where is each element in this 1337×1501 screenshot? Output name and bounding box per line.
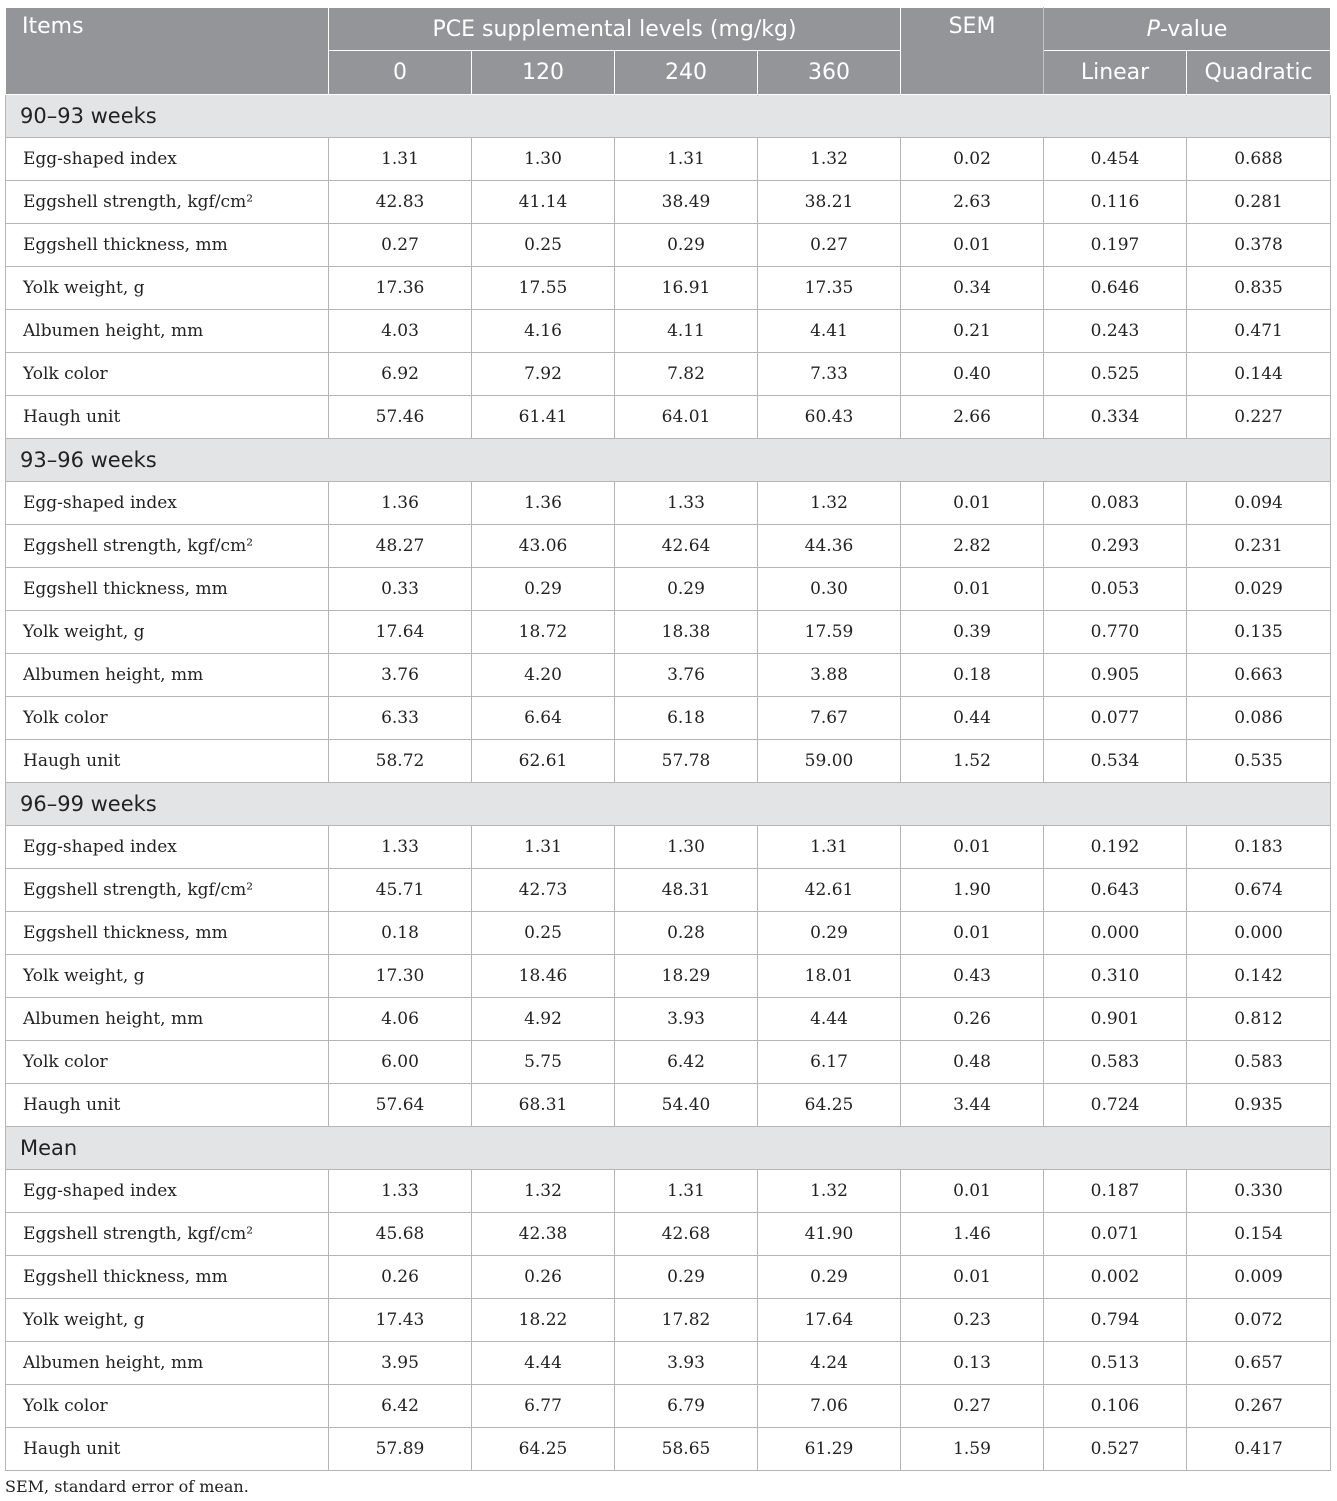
sem-cell: 2.82 [901, 525, 1044, 568]
p-linear-cell: 0.905 [1044, 654, 1187, 697]
p-quadratic-cell: 0.072 [1187, 1299, 1331, 1342]
level-240-cell: 54.40 [615, 1084, 758, 1127]
p-quadratic-cell: 0.231 [1187, 525, 1331, 568]
sem-cell: 0.34 [901, 267, 1044, 310]
sem-cell: 0.23 [901, 1299, 1044, 1342]
level-240-cell: 0.29 [615, 568, 758, 611]
p-quadratic-cell: 0.267 [1187, 1385, 1331, 1428]
level-240-cell: 17.82 [615, 1299, 758, 1342]
level-0-cell: 3.76 [329, 654, 472, 697]
table-row [6, 1299, 1331, 1342]
p-quadratic-cell: 0.812 [1187, 998, 1331, 1041]
level-240-cell: 42.64 [615, 525, 758, 568]
p-quadratic-cell: 0.378 [1187, 224, 1331, 267]
level-120-cell: 0.26 [472, 1256, 615, 1299]
p-linear-cell: 0.643 [1044, 869, 1187, 912]
level-240-cell: 6.18 [615, 697, 758, 740]
item-label-cell: Eggshell thickness, mm [6, 912, 329, 955]
p-quadratic-cell: 0.663 [1187, 654, 1331, 697]
header-p-suffix: -value [1159, 16, 1228, 42]
level-0-cell: 58.72 [329, 740, 472, 783]
level-360-cell: 3.88 [758, 654, 901, 697]
level-120-cell: 7.92 [472, 353, 615, 396]
level-120-cell: 43.06 [472, 525, 615, 568]
sem-cell: 1.59 [901, 1428, 1044, 1471]
table-row [6, 181, 1331, 224]
sem-cell: 1.52 [901, 740, 1044, 783]
table-body [6, 95, 1331, 1471]
table-row [6, 611, 1331, 654]
header-p-value [1044, 8, 1331, 51]
table-row [6, 267, 1331, 310]
level-120-cell: 1.36 [472, 482, 615, 525]
p-linear-cell: 0.901 [1044, 998, 1187, 1041]
level-120-cell: 62.61 [472, 740, 615, 783]
level-0-cell: 0.27 [329, 224, 472, 267]
level-360-cell: 6.17 [758, 1041, 901, 1084]
table-row [6, 1084, 1331, 1127]
level-240-cell: 3.76 [615, 654, 758, 697]
level-360-cell: 18.01 [758, 955, 901, 998]
level-240-cell: 1.31 [615, 138, 758, 181]
table-row [6, 1342, 1331, 1385]
item-label-cell: Albumen height, mm [6, 998, 329, 1041]
p-linear-cell: 0.310 [1044, 955, 1187, 998]
sem-cell: 0.13 [901, 1342, 1044, 1385]
p-quadratic-cell: 0.009 [1187, 1256, 1331, 1299]
p-linear-cell: 0.053 [1044, 568, 1187, 611]
table-row [6, 482, 1331, 525]
sem-cell: 0.01 [901, 1170, 1044, 1213]
level-120-cell: 0.25 [472, 224, 615, 267]
level-360-cell: 64.25 [758, 1084, 901, 1127]
p-quadratic-cell: 0.281 [1187, 181, 1331, 224]
p-linear-cell: 0.454 [1044, 138, 1187, 181]
p-quadratic-cell: 0.688 [1187, 138, 1331, 181]
item-label-cell: Albumen height, mm [6, 310, 329, 353]
sem-cell: 1.90 [901, 869, 1044, 912]
sem-cell: 0.44 [901, 697, 1044, 740]
table-row [6, 1170, 1331, 1213]
table-row [6, 138, 1331, 181]
level-120-cell: 42.73 [472, 869, 615, 912]
level-360-cell: 41.90 [758, 1213, 901, 1256]
header-quadratic: Quadratic [1187, 51, 1331, 95]
level-120-cell: 0.25 [472, 912, 615, 955]
table-row [6, 697, 1331, 740]
p-quadratic-cell: 0.471 [1187, 310, 1331, 353]
header-items: Items [6, 8, 329, 95]
level-360-cell: 4.44 [758, 998, 901, 1041]
table-row [6, 955, 1331, 998]
level-360-cell: 17.64 [758, 1299, 901, 1342]
table-header [6, 8, 1331, 95]
section-title: Mean [6, 1127, 1331, 1170]
level-240-cell: 6.79 [615, 1385, 758, 1428]
table-row [6, 1213, 1331, 1256]
item-label-cell: Yolk color [6, 1041, 329, 1084]
level-360-cell: 17.59 [758, 611, 901, 654]
p-quadratic-cell: 0.227 [1187, 396, 1331, 439]
level-360-cell: 0.27 [758, 224, 901, 267]
item-label-cell: Egg-shaped index [6, 826, 329, 869]
level-120-cell: 18.72 [472, 611, 615, 654]
table-footnote: SEM, standard error of mean. [5, 1477, 249, 1496]
level-360-cell: 60.43 [758, 396, 901, 439]
item-label-cell: Yolk weight, g [6, 955, 329, 998]
level-360-cell: 44.36 [758, 525, 901, 568]
egg-quality-table [5, 7, 1331, 1471]
p-quadratic-cell: 0.000 [1187, 912, 1331, 955]
level-0-cell: 1.33 [329, 1170, 472, 1213]
level-120-cell: 61.41 [472, 396, 615, 439]
level-0-cell: 45.71 [329, 869, 472, 912]
header-level-360: 360 [758, 51, 901, 95]
level-120-cell: 6.64 [472, 697, 615, 740]
level-240-cell: 18.29 [615, 955, 758, 998]
sem-cell: 0.48 [901, 1041, 1044, 1084]
table-row [6, 310, 1331, 353]
level-360-cell: 1.31 [758, 826, 901, 869]
level-240-cell: 0.29 [615, 1256, 758, 1299]
header-linear: Linear [1044, 51, 1187, 95]
p-quadratic-cell: 0.657 [1187, 1342, 1331, 1385]
item-label-cell: Haugh unit [6, 740, 329, 783]
level-0-cell: 0.33 [329, 568, 472, 611]
level-0-cell: 4.06 [329, 998, 472, 1041]
item-label-cell: Eggshell strength, kgf/cm² [6, 525, 329, 568]
level-240-cell: 1.31 [615, 1170, 758, 1213]
item-label-cell: Albumen height, mm [6, 654, 329, 697]
item-label-cell: Eggshell strength, kgf/cm² [6, 181, 329, 224]
p-quadratic-cell: 0.144 [1187, 353, 1331, 396]
p-quadratic-cell: 0.417 [1187, 1428, 1331, 1471]
sem-cell: 3.44 [901, 1084, 1044, 1127]
header-pce-levels: PCE supplemental levels (mg/kg) [329, 8, 901, 51]
level-240-cell: 3.93 [615, 998, 758, 1041]
level-240-cell: 7.82 [615, 353, 758, 396]
p-linear-cell: 0.077 [1044, 697, 1187, 740]
level-0-cell: 17.43 [329, 1299, 472, 1342]
p-linear-cell: 0.187 [1044, 1170, 1187, 1213]
item-label-cell: Eggshell thickness, mm [6, 224, 329, 267]
section-row [6, 95, 1331, 138]
sem-cell: 0.18 [901, 654, 1044, 697]
level-240-cell: 4.11 [615, 310, 758, 353]
level-240-cell: 38.49 [615, 181, 758, 224]
p-linear-cell: 0.116 [1044, 181, 1187, 224]
level-360-cell: 4.41 [758, 310, 901, 353]
item-label-cell: Eggshell strength, kgf/cm² [6, 869, 329, 912]
level-360-cell: 7.67 [758, 697, 901, 740]
p-linear-cell: 0.192 [1044, 826, 1187, 869]
p-linear-cell: 0.794 [1044, 1299, 1187, 1342]
sem-cell: 0.43 [901, 955, 1044, 998]
p-quadratic-cell: 0.086 [1187, 697, 1331, 740]
level-240-cell: 1.30 [615, 826, 758, 869]
table-row [6, 912, 1331, 955]
p-linear-cell: 0.527 [1044, 1428, 1187, 1471]
level-0-cell: 1.36 [329, 482, 472, 525]
item-label-cell: Yolk weight, g [6, 1299, 329, 1342]
level-120-cell: 68.31 [472, 1084, 615, 1127]
level-120-cell: 64.25 [472, 1428, 615, 1471]
level-120-cell: 4.16 [472, 310, 615, 353]
level-240-cell: 48.31 [615, 869, 758, 912]
table-row [6, 654, 1331, 697]
p-linear-cell: 0.083 [1044, 482, 1187, 525]
level-120-cell: 1.30 [472, 138, 615, 181]
p-linear-cell: 0.334 [1044, 396, 1187, 439]
level-240-cell: 0.29 [615, 224, 758, 267]
sem-cell: 0.26 [901, 998, 1044, 1041]
item-label-cell: Eggshell strength, kgf/cm² [6, 1213, 329, 1256]
table-row [6, 396, 1331, 439]
level-240-cell: 18.38 [615, 611, 758, 654]
table-row [6, 1041, 1331, 1084]
level-360-cell: 1.32 [758, 482, 901, 525]
sem-cell: 0.01 [901, 224, 1044, 267]
level-0-cell: 6.00 [329, 1041, 472, 1084]
level-240-cell: 58.65 [615, 1428, 758, 1471]
sem-cell: 0.01 [901, 482, 1044, 525]
level-360-cell: 1.32 [758, 138, 901, 181]
table-row [6, 1385, 1331, 1428]
section-title: 93–96 weeks [6, 439, 1331, 482]
table-row [6, 353, 1331, 396]
p-quadratic-cell: 0.583 [1187, 1041, 1331, 1084]
header-level-0: 0 [329, 51, 472, 95]
level-0-cell: 48.27 [329, 525, 472, 568]
level-0-cell: 6.33 [329, 697, 472, 740]
table-row [6, 525, 1331, 568]
level-360-cell: 4.24 [758, 1342, 901, 1385]
level-360-cell: 59.00 [758, 740, 901, 783]
level-120-cell: 17.55 [472, 267, 615, 310]
item-label-cell: Haugh unit [6, 396, 329, 439]
level-0-cell: 45.68 [329, 1213, 472, 1256]
table-row [6, 869, 1331, 912]
item-label-cell: Egg-shaped index [6, 482, 329, 525]
level-0-cell: 4.03 [329, 310, 472, 353]
p-quadratic-cell: 0.535 [1187, 740, 1331, 783]
level-240-cell: 42.68 [615, 1213, 758, 1256]
p-linear-cell: 0.770 [1044, 611, 1187, 654]
level-360-cell: 0.29 [758, 912, 901, 955]
level-0-cell: 17.36 [329, 267, 472, 310]
table-row [6, 998, 1331, 1041]
item-label-cell: Eggshell thickness, mm [6, 568, 329, 611]
level-120-cell: 4.92 [472, 998, 615, 1041]
header-level-240: 240 [615, 51, 758, 95]
level-0-cell: 0.18 [329, 912, 472, 955]
item-label-cell: Egg-shaped index [6, 1170, 329, 1213]
p-quadratic-cell: 0.835 [1187, 267, 1331, 310]
level-120-cell: 41.14 [472, 181, 615, 224]
p-linear-cell: 0.197 [1044, 224, 1187, 267]
sem-cell: 0.01 [901, 1256, 1044, 1299]
sem-cell: 1.46 [901, 1213, 1044, 1256]
sem-cell: 2.63 [901, 181, 1044, 224]
level-360-cell: 42.61 [758, 869, 901, 912]
p-linear-cell: 0.525 [1044, 353, 1187, 396]
p-quadratic-cell: 0.674 [1187, 869, 1331, 912]
item-label-cell: Yolk weight, g [6, 267, 329, 310]
level-360-cell: 61.29 [758, 1428, 901, 1471]
p-linear-cell: 0.534 [1044, 740, 1187, 783]
level-120-cell: 4.20 [472, 654, 615, 697]
egg-quality-table-container [5, 7, 1331, 1471]
p-quadratic-cell: 0.142 [1187, 955, 1331, 998]
p-linear-cell: 0.243 [1044, 310, 1187, 353]
level-0-cell: 0.26 [329, 1256, 472, 1299]
level-240-cell: 3.93 [615, 1342, 758, 1385]
p-linear-cell: 0.002 [1044, 1256, 1187, 1299]
header-level-120: 120 [472, 51, 615, 95]
section-row [6, 783, 1331, 826]
p-quadratic-cell: 0.135 [1187, 611, 1331, 654]
table-row [6, 568, 1331, 611]
sem-cell: 0.02 [901, 138, 1044, 181]
p-quadratic-cell: 0.094 [1187, 482, 1331, 525]
item-label-cell: Egg-shaped index [6, 138, 329, 181]
p-linear-cell: 0.106 [1044, 1385, 1187, 1428]
level-120-cell: 1.32 [472, 1170, 615, 1213]
level-0-cell: 57.89 [329, 1428, 472, 1471]
item-label-cell: Eggshell thickness, mm [6, 1256, 329, 1299]
header-p-letter: P [1146, 16, 1160, 42]
level-240-cell: 64.01 [615, 396, 758, 439]
sem-cell: 0.01 [901, 568, 1044, 611]
p-quadratic-cell: 0.935 [1187, 1084, 1331, 1127]
p-linear-cell: 0.071 [1044, 1213, 1187, 1256]
level-120-cell: 1.31 [472, 826, 615, 869]
level-240-cell: 1.33 [615, 482, 758, 525]
level-240-cell: 0.28 [615, 912, 758, 955]
level-360-cell: 1.32 [758, 1170, 901, 1213]
sem-cell: 2.66 [901, 396, 1044, 439]
level-0-cell: 57.64 [329, 1084, 472, 1127]
level-120-cell: 18.46 [472, 955, 615, 998]
level-360-cell: 7.06 [758, 1385, 901, 1428]
section-title: 96–99 weeks [6, 783, 1331, 826]
level-120-cell: 18.22 [472, 1299, 615, 1342]
level-0-cell: 17.30 [329, 955, 472, 998]
sem-cell: 0.01 [901, 912, 1044, 955]
table-row [6, 740, 1331, 783]
item-label-cell: Haugh unit [6, 1084, 329, 1127]
item-label-cell: Yolk color [6, 353, 329, 396]
table-row [6, 826, 1331, 869]
level-360-cell: 38.21 [758, 181, 901, 224]
table-row [6, 1428, 1331, 1471]
level-0-cell: 1.31 [329, 138, 472, 181]
level-120-cell: 0.29 [472, 568, 615, 611]
level-120-cell: 6.77 [472, 1385, 615, 1428]
level-0-cell: 17.64 [329, 611, 472, 654]
level-360-cell: 0.29 [758, 1256, 901, 1299]
level-240-cell: 6.42 [615, 1041, 758, 1084]
level-0-cell: 42.83 [329, 181, 472, 224]
sem-cell: 0.01 [901, 826, 1044, 869]
level-240-cell: 16.91 [615, 267, 758, 310]
level-0-cell: 57.46 [329, 396, 472, 439]
item-label-cell: Albumen height, mm [6, 1342, 329, 1385]
p-linear-cell: 0.583 [1044, 1041, 1187, 1084]
p-quadratic-cell: 0.330 [1187, 1170, 1331, 1213]
p-quadratic-cell: 0.154 [1187, 1213, 1331, 1256]
level-360-cell: 0.30 [758, 568, 901, 611]
level-0-cell: 6.92 [329, 353, 472, 396]
item-label-cell: Yolk weight, g [6, 611, 329, 654]
p-quadratic-cell: 0.029 [1187, 568, 1331, 611]
sem-cell: 0.39 [901, 611, 1044, 654]
sem-cell: 0.21 [901, 310, 1044, 353]
level-0-cell: 3.95 [329, 1342, 472, 1385]
p-linear-cell: 0.000 [1044, 912, 1187, 955]
level-0-cell: 1.33 [329, 826, 472, 869]
level-240-cell: 57.78 [615, 740, 758, 783]
item-label-cell: Yolk color [6, 1385, 329, 1428]
level-360-cell: 7.33 [758, 353, 901, 396]
table-row [6, 1256, 1331, 1299]
section-title: 90–93 weeks [6, 95, 1331, 138]
item-label-cell: Haugh unit [6, 1428, 329, 1471]
section-row [6, 1127, 1331, 1170]
header-sem: SEM [901, 8, 1044, 95]
p-linear-cell: 0.513 [1044, 1342, 1187, 1385]
level-120-cell: 42.38 [472, 1213, 615, 1256]
level-120-cell: 4.44 [472, 1342, 615, 1385]
section-row [6, 439, 1331, 482]
table-row [6, 224, 1331, 267]
p-quadratic-cell: 0.183 [1187, 826, 1331, 869]
p-linear-cell: 0.293 [1044, 525, 1187, 568]
p-linear-cell: 0.646 [1044, 267, 1187, 310]
sem-cell: 0.27 [901, 1385, 1044, 1428]
level-120-cell: 5.75 [472, 1041, 615, 1084]
item-label-cell: Yolk color [6, 697, 329, 740]
level-0-cell: 6.42 [329, 1385, 472, 1428]
sem-cell: 0.40 [901, 353, 1044, 396]
level-360-cell: 17.35 [758, 267, 901, 310]
p-linear-cell: 0.724 [1044, 1084, 1187, 1127]
